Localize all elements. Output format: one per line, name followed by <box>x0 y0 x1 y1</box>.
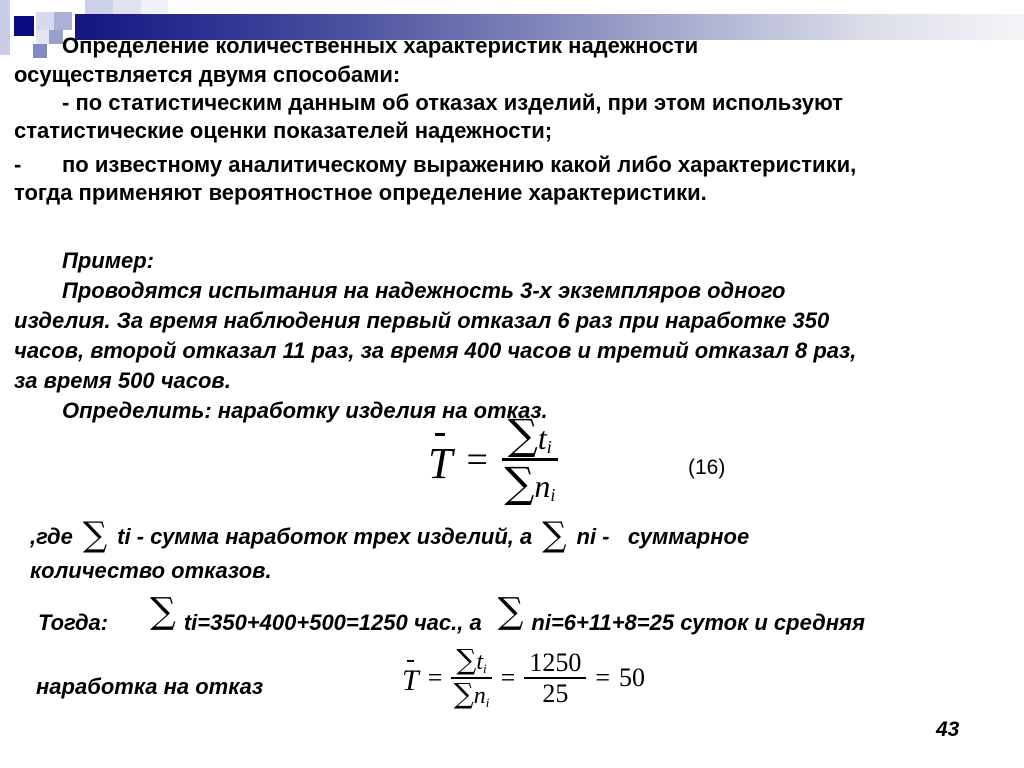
sigma-symbol: ∑ <box>150 591 176 632</box>
where-line-2: количество отказов. <box>30 558 272 583</box>
subscript-i: i <box>546 437 552 458</box>
sigma-symbol: ∑ <box>542 515 567 555</box>
example-line: изделия. За время наблюдения первый отказал 6 раз при наработке 350 <box>14 308 830 333</box>
subscript-i: i <box>485 695 490 711</box>
T-bar-symbol: T <box>402 658 419 698</box>
fraction-numeric <box>524 649 586 708</box>
variable-n: n <box>534 468 551 505</box>
fraction <box>502 410 558 508</box>
example-line: Проводятся испытания на надежность 3-х экземпляров одного <box>62 278 786 303</box>
equals-sign: = <box>427 662 443 692</box>
slide-title: Определение количественных характеристик надежности <box>62 33 699 58</box>
T-bar-symbol: T <box>428 430 452 489</box>
then-part2: ni=6+11+8=25 суток и средняя <box>531 610 865 635</box>
intro-line: тогда применяют вероятностное определение характеристики. <box>14 180 707 205</box>
page-number: 43 <box>936 718 960 741</box>
formula-mean-time <box>428 410 558 508</box>
fraction-numerator <box>502 410 558 461</box>
variable-t: t <box>476 649 484 675</box>
decor-square <box>33 44 47 58</box>
sigma-symbol: ∑ <box>497 591 524 632</box>
intro-line: осуществляется двумя способами: <box>14 62 401 87</box>
example-line: часов, второй отказал 11 раз, за время 400 часов и третий отказал 8 раз, <box>14 338 857 363</box>
decor-square-dark <box>14 16 34 36</box>
variable-t: t <box>537 420 547 456</box>
decor-square <box>49 30 63 44</box>
decor-left-bar <box>0 0 10 55</box>
then-part1: ti=350+400+500=1250 час., а <box>183 610 482 635</box>
sigma-symbol: ∑ <box>453 676 474 710</box>
numerator-value: 1250 <box>524 649 586 679</box>
intro-paragraph <box>14 61 1014 207</box>
intro-line <box>14 151 1014 179</box>
sigma-symbol: ∑ <box>507 410 538 459</box>
equals-sign: = <box>466 438 488 481</box>
intro-line-text: по известному аналитическому выражению какой либо характеристики, <box>62 152 857 177</box>
decor-square <box>36 30 49 44</box>
denominator-value: 25 <box>542 678 569 708</box>
example-line: Пример: <box>62 248 154 273</box>
result-value: 50 <box>619 662 645 692</box>
sigma-symbol: ∑ <box>82 515 108 555</box>
sigma-symbol: ∑ <box>456 643 477 676</box>
then-line <box>38 591 1018 636</box>
intro-line: статистические оценки показателей надежности; <box>14 118 553 143</box>
where-tail: ni - суммарное <box>576 524 750 549</box>
subscript-i: i <box>550 485 556 506</box>
fraction-denominator <box>451 676 491 711</box>
decor-square <box>36 12 54 30</box>
fraction <box>451 643 491 711</box>
final-text-line: наработка на отказ <box>36 674 264 699</box>
list-dash: - <box>14 152 22 177</box>
where-pre: ,где <box>30 524 73 549</box>
formula-result <box>402 643 645 711</box>
where-clause <box>30 516 1010 584</box>
where-mid: ti - сумма наработок трех изделий, а <box>117 524 533 549</box>
decor-square <box>141 0 168 13</box>
equals-sign: = <box>595 662 610 692</box>
example-line: за время 500 часов. <box>14 368 231 393</box>
decor-square <box>54 12 72 30</box>
equation-number: (16) <box>688 456 726 479</box>
fraction-denominator <box>502 458 558 508</box>
intro-line: - по статистическим данным об отказах изделий, при этом используют <box>62 90 843 115</box>
variable-n: n <box>473 682 486 709</box>
fraction-numerator <box>451 643 491 679</box>
example-paragraph <box>14 246 1014 426</box>
equals-sign: = <box>500 662 516 692</box>
example-line: Определить: наработку изделия на отказ. <box>62 398 548 423</box>
then-lead: Тогда: <box>38 610 109 635</box>
subscript-i: i <box>483 661 487 677</box>
where-line-1 <box>30 515 1010 555</box>
sigma-symbol: ∑ <box>504 458 535 508</box>
